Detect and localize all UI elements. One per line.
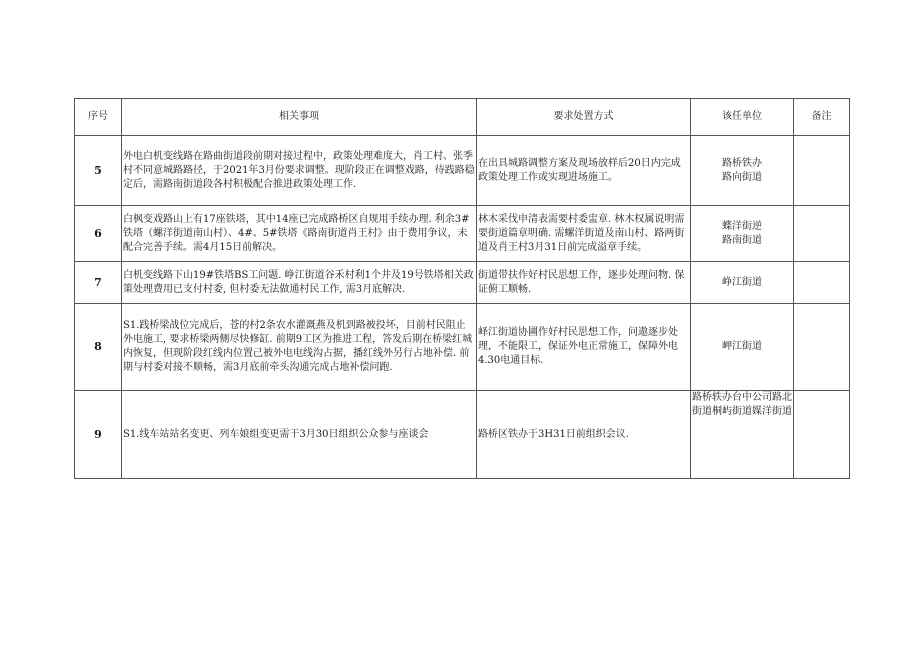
row-serial-number: 5 xyxy=(75,136,122,206)
table-row xyxy=(75,136,850,206)
table-row xyxy=(75,206,850,262)
header-related-matter: 相关事项 xyxy=(122,99,477,136)
header-responsible-unit: 该任单位 xyxy=(691,99,794,136)
row-matter: 外电白机变线路在路曲街道段前期对接过程中，政策处理难度大，肖工村、张季村不同意城路路径，于2021年3月份要求调整。现阶段正在调整戏路，待践路稳定后，需路南街道段各村积极配合推进政策处理工作. xyxy=(122,136,477,206)
row-method: 在出具城路调整方案及现场放样后20日内完成政策处理工作或实现进场施工。 xyxy=(477,136,691,206)
table-row xyxy=(75,262,850,304)
row-matter: 白枫变戏路山上有17座铁塔，其中14座已完成路桥区自规用手续办理. 利余3#铁塔（螺洋街道南山村）、4#、5#铁塔《路南街道肖王村》由于费用争议，未配合完善手续。需4月15日前解决。 xyxy=(122,206,477,262)
row-unit: 蝶洋街逆 路南街道 xyxy=(691,206,794,262)
document-table-wrapper xyxy=(74,98,849,479)
row-matter: 白机变线路下山19#铁塔BS工问题. 峥江街道谷禾村利1个井及19号铁塔相关政策处理费用已支付村委, 但村委无法做通村民工作, 需3月底解决. xyxy=(122,262,477,304)
header-serial-number: 序号 xyxy=(75,99,122,136)
row-note xyxy=(794,136,850,206)
table-row xyxy=(75,391,850,479)
row-serial-number: 6 xyxy=(75,206,122,262)
row-note xyxy=(794,206,850,262)
row-note xyxy=(794,391,850,479)
row-note xyxy=(794,262,850,304)
row-method: 街道带扶作好村民思想工作，逐步处理问物. 保证俯工顺畅. xyxy=(477,262,691,304)
row-unit: 峥江街道 xyxy=(691,262,794,304)
header-required-method: 要求处置方式 xyxy=(477,99,691,136)
row-serial-number: 9 xyxy=(75,391,122,479)
matters-table xyxy=(74,98,850,479)
header-remarks: 备注 xyxy=(794,99,850,136)
row-matter: S1.践桥梁战位完成后，苍的村2条农水灌溉燕及机到路被投坏，目前村民阻止外电施工, 要求桥梁两侧尽快修缸. 前期9工区为推进工程，答发后期在桥梁红城内恢复，但现阶段红线内位置己被外电电线沟占据，播红线外另行占地补偿. 前期与村委对接不顺畅，需3月底前牵头沟通完成占地补偿问跑. xyxy=(122,304,477,391)
row-matter: S1.线车站站名变更、列车娘组变更需干3月30日组织公众参与座谈会 xyxy=(122,391,477,479)
row-method: 峄江街道协圃作好村民思想工作，问遨逐步处理，不能限工，保证外电正常施工，保障外电4.30电通目标. xyxy=(477,304,691,391)
row-unit: 岬江街道 xyxy=(691,304,794,391)
row-method: 林木采伐申清表需要村委盅章. 林木权属说明需要街道篇章明确. 需螺洋街道及南山村、路两街道及肖王村3月31日前完成溢章手续。 xyxy=(477,206,691,262)
row-serial-number: 7 xyxy=(75,262,122,304)
row-note xyxy=(794,304,850,391)
row-serial-number: 8 xyxy=(75,304,122,391)
row-method: 路桥区铁办于3H31日前组织会议. xyxy=(477,391,691,479)
row-unit: 路桥铁办 路向街道 xyxy=(691,136,794,206)
table-header-row xyxy=(75,99,850,136)
table-row xyxy=(75,304,850,391)
row-unit: 路桥轶办台中公司路北街道桐屿街道媒洋街道 xyxy=(691,391,794,479)
